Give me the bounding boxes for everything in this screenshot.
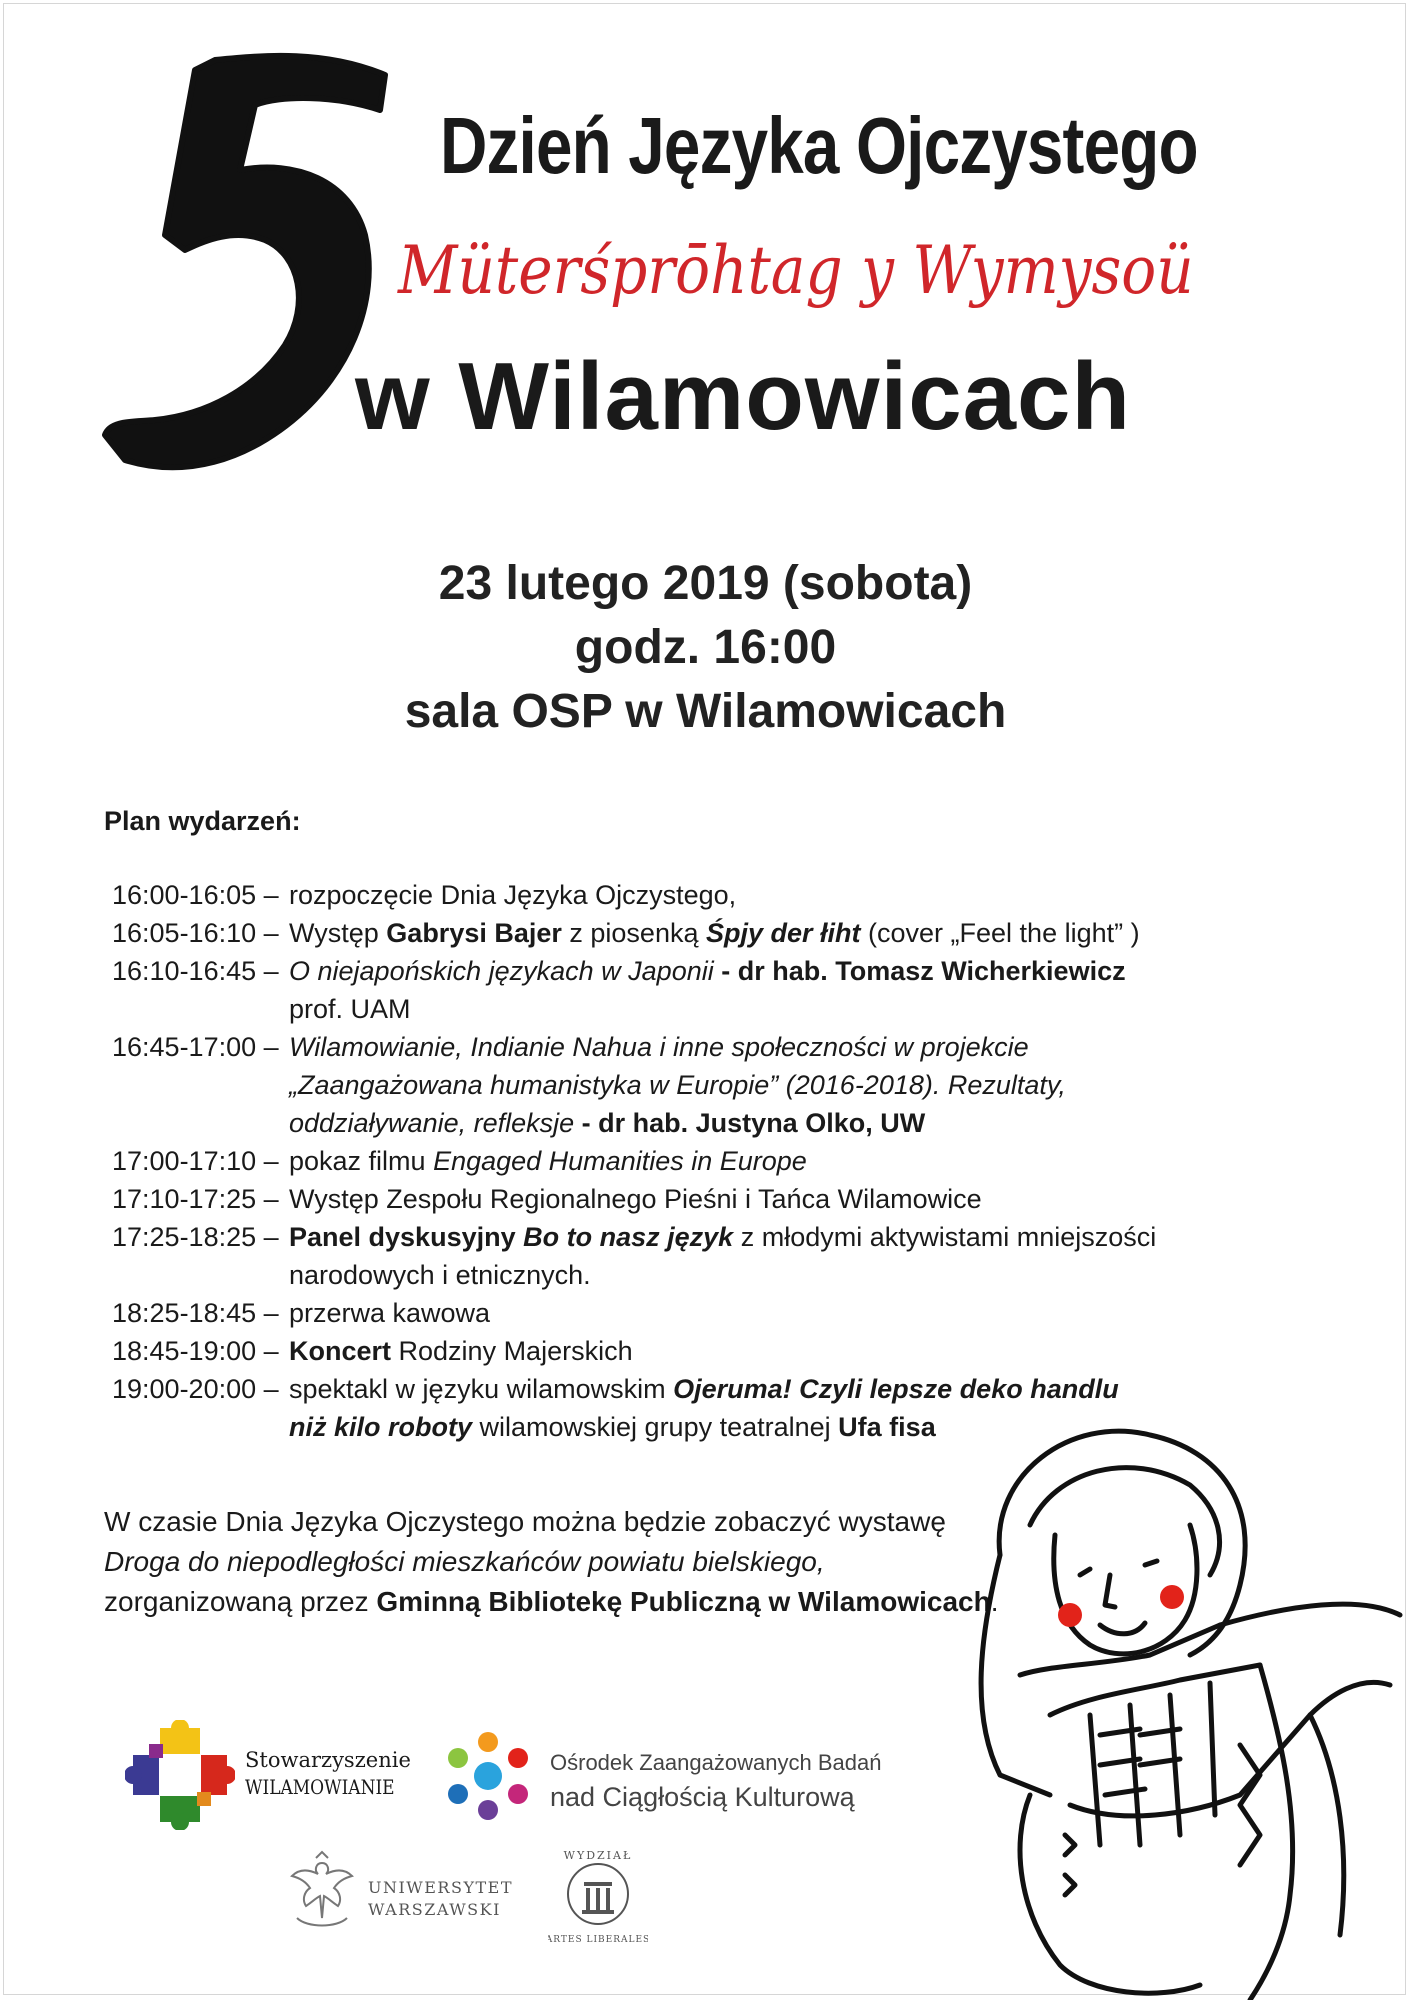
schedule-time: 18:25-18:45 – — [112, 1298, 279, 1328]
schedule-row — [112, 1180, 1262, 1218]
schedule-desc: Panel dyskusyjny Bo to nasz język z młodymi aktywistami mniejszości — [289, 1222, 1157, 1252]
title-main: Dzień Języka Ojczystego — [440, 101, 1198, 190]
logo-uw-line2: WARSZAWSKI — [368, 1900, 501, 1919]
title-location: w Wilamowicach — [355, 343, 1131, 450]
schedule-desc: przerwa kawowa — [289, 1298, 491, 1328]
plan-heading: Plan wydarzeń: — [104, 806, 301, 836]
schedule-list — [112, 876, 1262, 1446]
puzzle-icon — [125, 1720, 235, 1830]
schedule-desc: Występ Zespołu Regionalnego Pieśni i Tańca Wilamowice — [289, 1184, 982, 1214]
schedule-time: 16:45-17:00 – — [112, 1032, 279, 1062]
artes-bottom-text: ARTES LIBERALES — [548, 1935, 648, 1945]
schedule-row — [112, 1142, 1262, 1180]
schedule-time: 17:10-17:25 – — [112, 1184, 279, 1214]
schedule-continuation: „Zaangażowana humanistyka w Europie” (2016-2018). Rezultaty, — [289, 1070, 1066, 1100]
artes-top-text: WYDZIAŁ — [563, 1849, 633, 1862]
title-wymysorys: Müterśprōhtag y Wymysoü — [398, 232, 1194, 309]
schedule-desc: Występ Gabrysi Bajer z piosenką Śpjy der łiht (cover „Feel the light” ) — [289, 918, 1140, 948]
schedule-row — [112, 1332, 1262, 1370]
big-five-graphic — [95, 50, 395, 480]
schedule-time: 17:25-18:25 – — [112, 1222, 279, 1252]
event-info — [0, 552, 1411, 744]
event-date: 23 lutego 2019 (sobota) — [438, 557, 973, 610]
logo-osrodek — [438, 1726, 918, 1836]
schedule-time: 17:00-17:10 – — [112, 1146, 279, 1176]
logo-ozb-line2: nad Ciągłością Kulturową — [550, 1782, 855, 1812]
schedule-row — [112, 1218, 1262, 1256]
schedule-row — [112, 914, 1262, 952]
artes-liberales-seal-icon — [548, 1842, 648, 1946]
woman-illustration — [960, 1415, 1410, 2000]
logo-artes-liberales — [548, 1842, 648, 1946]
logo-uniwersytet-warszawski — [282, 1848, 512, 1943]
schedule-time: 19:00-20:00 – — [112, 1374, 279, 1404]
exhibition-note — [104, 1502, 1104, 1622]
exhibition-line: W czasie Dnia Języka Ojczystego można będzie zobaczyć wystawę — [104, 1506, 946, 1537]
logo-stowarzyszenie-wilamowianie — [125, 1720, 411, 1830]
schedule-desc: O niejapońskich językach w Japonii - dr hab. Tomasz Wicherkiewicz — [289, 956, 1126, 986]
schedule-continuation: niż kilo roboty wilamowskiej grupy teatralnej Ufa fisa — [289, 1412, 936, 1442]
event-time: godz. 16:00 — [574, 621, 837, 674]
logo-stow-line2: WILAMOWIANIE — [245, 1775, 395, 1799]
schedule-row — [112, 1370, 1262, 1408]
schedule-time: 18:45-19:00 – — [112, 1336, 279, 1366]
logo-stow-line1: Stowarzyszenie — [245, 1748, 411, 1772]
event-place: sala OSP w Wilamowicach — [404, 685, 1007, 738]
logo-ozb-line1: Ośrodek Zaangażowanych Badań — [550, 1750, 882, 1775]
schedule-desc: Koncert Rodziny Majerskich — [289, 1336, 633, 1366]
schedule-row — [112, 876, 1262, 914]
exhibition-organizer: zorganizowaną przez Gminną Bibliotekę Publiczną w Wilamowicach. — [104, 1586, 999, 1617]
schedule-continuation: prof. UAM — [289, 994, 411, 1024]
schedule-row — [112, 1294, 1262, 1332]
schedule-row — [112, 1028, 1262, 1066]
schedule-time: 16:00-16:05 – — [112, 880, 279, 910]
schedule-desc: Wilamowianie, Indianie Nahua i inne społeczności w projekcie — [289, 1032, 1029, 1062]
schedule-continuation: narodowych i etnicznych. — [289, 1260, 591, 1290]
schedule-desc: pokaz filmu Engaged Humanities in Europe — [289, 1146, 807, 1176]
eagle-emblem-icon — [282, 1848, 362, 1938]
schedule-desc: spektakl w języku wilamowskim Ojeruma! Czyli lepsze deko handlu — [289, 1374, 1119, 1404]
colored-ring-icon — [438, 1726, 538, 1826]
schedule-time: 16:10-16:45 – — [112, 956, 279, 986]
schedule-continuation: oddziaływanie, refleksje - dr hab. Justyna Olko, UW — [289, 1108, 926, 1138]
exhibition-title: Droga do niepodległości mieszkańców powiatu bielskiego, — [104, 1546, 825, 1577]
logo-uw-line1: UNIWERSYTET — [368, 1878, 514, 1897]
schedule-row — [112, 952, 1262, 990]
schedule-time: 16:05-16:10 – — [112, 918, 279, 948]
schedule-desc: rozpoczęcie Dnia Języka Ojczystego, — [289, 880, 737, 910]
